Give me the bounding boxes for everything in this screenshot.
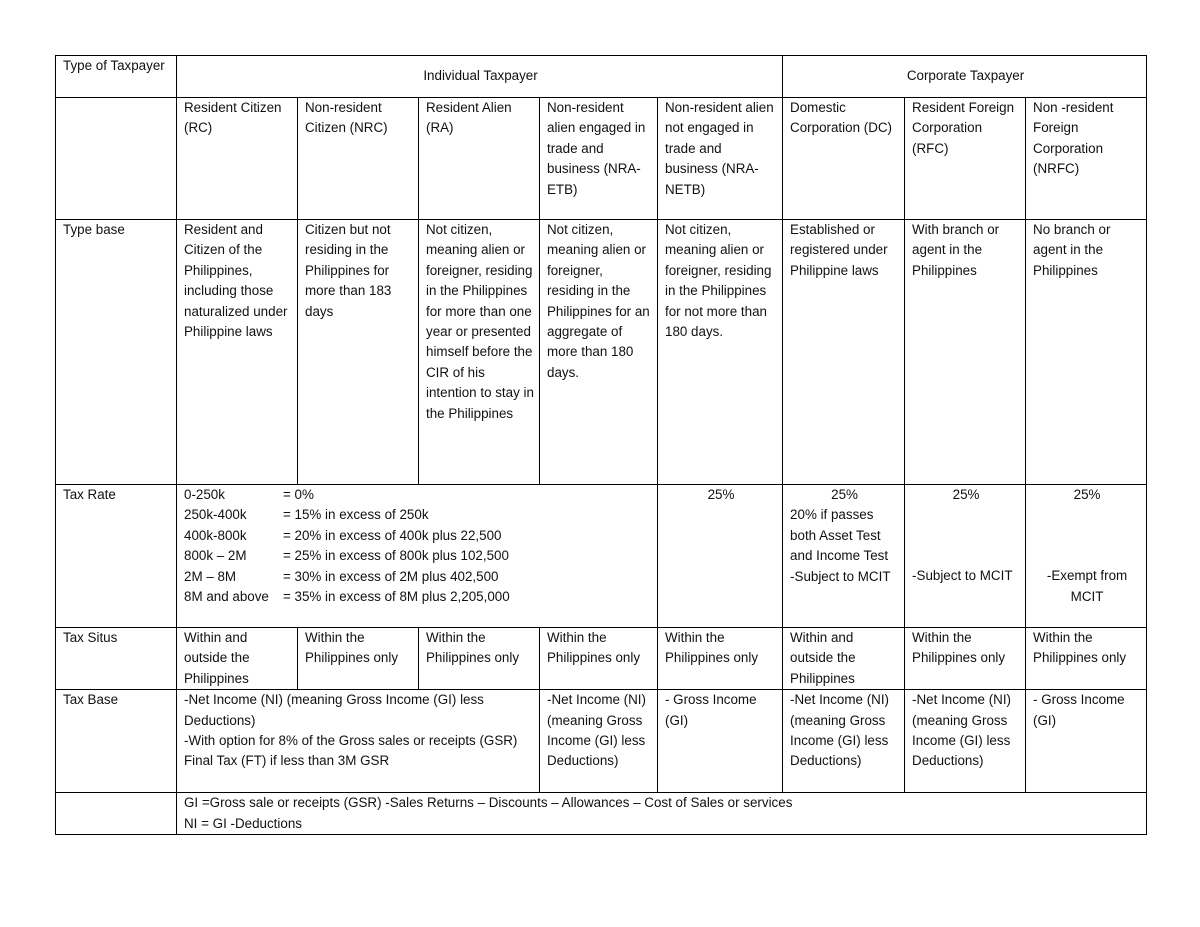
footnote-definitions xyxy=(177,793,1147,835)
bracket-line: 0-250k = 0% xyxy=(184,487,314,502)
tax-base-dc: -Net Income (NI) (meaning Gross Income (GI) less Deductions) xyxy=(783,690,905,793)
type-base-nrc: Citizen but not residing in the Philippines for more than 183 days xyxy=(298,220,419,485)
blank-cell xyxy=(56,98,177,220)
col-domestic-corporation: Domestic Corporation (DC) xyxy=(783,98,905,220)
col-resident-foreign-corporation: Resident Foreign Corporation (RFC) xyxy=(905,98,1026,220)
col-non-resident-foreign-corporation: Non -resident Foreign Corporation (NRFC) xyxy=(1026,98,1147,220)
col-resident-alien: Resident Alien (RA) xyxy=(419,98,540,220)
type-base-ra: Not citizen, meaning alien or foreigner, residing in the Philippines for more than one year or presented himself before the CIR of his intention to stay in the Philippines xyxy=(419,220,540,485)
tax-rate-label: Tax Rate xyxy=(56,485,177,628)
tax-base-nrfc: - Gross Income (GI) xyxy=(1026,690,1147,793)
tax-situs-row xyxy=(56,628,1147,690)
type-base-row xyxy=(56,220,1147,485)
blank-cell xyxy=(56,793,177,835)
col-nra-etb: Non-resident alien engaged in trade and business (NRA-ETB) xyxy=(540,98,658,220)
tax-rate-row xyxy=(56,485,1147,628)
tax-situs-dc: Within and outside the Philippines xyxy=(783,628,905,690)
tax-situs-rfc: Within the Philippines only xyxy=(905,628,1026,690)
bracket-line: 400k-800k = 20% in excess of 400k plus 22,500 xyxy=(184,527,502,543)
tax-situs-nraetb: Within the Philippines only xyxy=(540,628,658,690)
tax-rate-nranetb: 25% xyxy=(658,485,783,628)
bracket-line: 2M – 8M = 30% in excess of 2M plus 402,500 xyxy=(184,568,499,584)
tax-base-nraetb: -Net Income (NI) (meaning Gross Income (GI) less Deductions) xyxy=(540,690,658,793)
column-names-row xyxy=(56,98,1147,220)
tax-rate-dc: 25% 20% if passes both Asset Test and Income Test -Subject to MCIT xyxy=(783,485,905,628)
tax-base-individual: -Net Income (NI) (meaning Gross Income (GI) less Deductions) -With option for 8% of the Gross sales or receipts (GSR) Final Tax (FT) if less than 3M GSR xyxy=(177,690,540,793)
tax-rate-nrfc: 25% -Exempt from MCIT xyxy=(1026,485,1147,628)
tax-base-row xyxy=(56,690,1147,793)
ni-definition: NI = GI -Deductions xyxy=(184,815,302,831)
tax-situs-nrc: Within the Philippines only xyxy=(298,628,419,690)
tax-base-nranetb: - Gross Income (GI) xyxy=(658,690,783,793)
type-base-nrfc: No branch or agent in the Philippines xyxy=(1026,220,1147,485)
tax-situs-nranetb: Within the Philippines only xyxy=(658,628,783,690)
bracket-line: 800k – 2M = 25% in excess of 800k plus 102,500 xyxy=(184,548,509,564)
taxpayer-table xyxy=(55,55,1147,835)
type-base-dc: Established or registered under Philippine laws xyxy=(783,220,905,485)
corporate-taxpayer-header: Corporate Taxpayer xyxy=(783,56,1147,98)
col-non-resident-citizen: Non-resident Citizen (NRC) xyxy=(298,98,419,220)
footnote-row xyxy=(56,793,1147,835)
col-nra-netb: Non-resident alien not engaged in trade and business (NRA-NETB) xyxy=(658,98,783,220)
type-of-taxpayer-label: Type of Taxpayer xyxy=(56,56,177,98)
tax-rate-rfc: 25% -Subject to MCIT xyxy=(905,485,1026,628)
individual-taxpayer-header: Individual Taxpayer xyxy=(177,56,783,98)
tax-situs-ra: Within the Philippines only xyxy=(419,628,540,690)
header-row xyxy=(56,56,1147,98)
tax-rate-brackets xyxy=(177,485,658,628)
bracket-line: 250k-400k = 15% in excess of 250k xyxy=(184,507,429,523)
tax-base-label: Tax Base xyxy=(56,690,177,793)
type-base-rc: Resident and Citizen of the Philippines, including those naturalized under Philippine laws xyxy=(177,220,298,485)
gi-definition: GI =Gross sale or receipts (GSR) -Sales Returns – Discounts – Allowances – Cost of Sales or services xyxy=(184,795,793,811)
type-base-rfc: With branch or agent in the Philippines xyxy=(905,220,1026,485)
type-base-label: Type base xyxy=(56,220,177,485)
col-resident-citizen: Resident Citizen (RC) xyxy=(177,98,298,220)
bracket-line: 8M and above = 35% in excess of 8M plus 2,205,000 xyxy=(184,589,510,605)
type-base-nranetb: Not citizen, meaning alien or foreigner, residing in the Philippines for not more than 180 days. xyxy=(658,220,783,485)
type-base-nraetb: Not citizen, meaning alien or foreigner, residing in the Philippines for an aggregate of more than 180 days. xyxy=(540,220,658,485)
tax-situs-nrfc: Within the Philippines only xyxy=(1026,628,1147,690)
tax-situs-label: Tax Situs xyxy=(56,628,177,690)
tax-situs-rc: Within and outside the Philippines xyxy=(177,628,298,690)
tax-base-rfc: -Net Income (NI) (meaning Gross Income (GI) less Deductions) xyxy=(905,690,1026,793)
